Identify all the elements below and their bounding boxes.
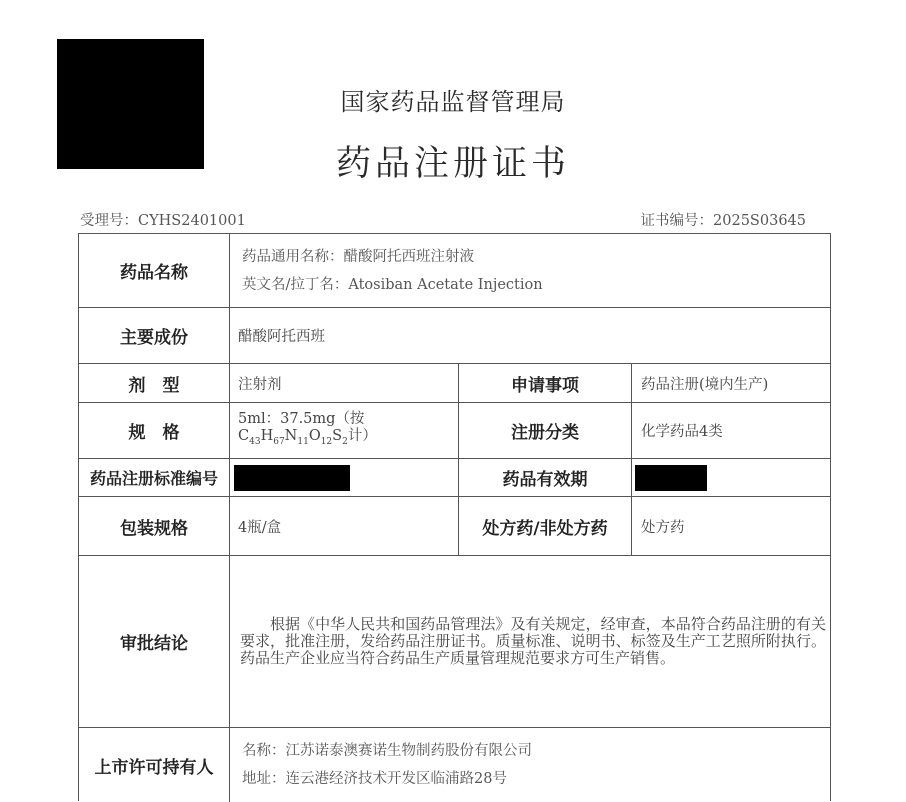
application-label: 申请事项: [459, 364, 632, 402]
holder-label: 上市许可持有人: [79, 728, 230, 802]
table-row-packaging: [79, 497, 830, 556]
generic-name: 药品通用名称：醋酸阿托西班注射液: [242, 248, 474, 265]
holder-address: 地址：连云港经济技术开发区临浦路28号: [242, 771, 507, 787]
table-row-standard-number: [79, 459, 830, 497]
redacted-validity: [635, 465, 707, 491]
dosage-form-label: 剂 型: [79, 364, 230, 402]
certificate-number: 证书编号：2025S03645: [640, 213, 806, 229]
ingredient-value: 醋酸阿托西班: [238, 329, 325, 345]
table-row-ingredient: [79, 308, 830, 364]
spec-value: [230, 403, 459, 458]
category-label: 注册分类: [459, 403, 632, 458]
holder-values: [230, 728, 830, 802]
conclusion-text: 根据《中华人民共和国药品管理法》及有关规定，经审查，本品符合药品注册的有关要求，批准注册，发给药品注册证书。质量标准、说明书、标签及生产工艺照所附执行。药品生产企业应当符合药品生产质量管理规范要求方可生产销售。: [240, 615, 826, 667]
rx-value: 处方药: [641, 519, 685, 536]
drug-name-values: [230, 234, 830, 307]
ingredient-label: 主要成份: [79, 308, 230, 363]
conclusion-text-cell: [230, 556, 830, 727]
dosage-form-value: 注射剂: [230, 364, 459, 402]
spec-line-2: $C_{43}H_{67}N_{11}O_{12}S_2$计）: [238, 427, 377, 447]
category-value: 化学药品4类: [641, 424, 723, 440]
receipt-number: 受理号：CYHS2401001: [80, 213, 246, 229]
package-label: 包装规格: [79, 497, 230, 555]
rx-label: 处方药/非处方药: [459, 497, 632, 555]
english-name: 英文名/拉丁名：Atosiban Acetate Injection: [242, 276, 543, 293]
registration-table: [78, 233, 831, 801]
table-row-drug-name: [79, 234, 830, 308]
certificate-title: 药品注册证书: [335, 144, 570, 184]
holder-name: 名称：江苏诺泰澳赛诺生物制药股份有限公司: [242, 743, 532, 759]
table-row-dosage-form: [79, 364, 830, 403]
table-row-holder: [79, 728, 830, 802]
spec-line-1: 5ml：37.5mg（按: [238, 410, 365, 427]
conclusion-label: 审批结论: [79, 556, 230, 727]
standard-number-label: 药品注册标准编号: [79, 459, 230, 496]
validity-value: [632, 459, 830, 496]
package-value: 4瓶/盒: [230, 497, 459, 555]
drug-name-label: 药品名称: [79, 234, 230, 307]
redacted-standard-number: [234, 465, 350, 491]
table-row-specification: [79, 403, 830, 459]
spec-label: 规 格: [79, 403, 230, 458]
agency-name: 国家药品监督管理局: [340, 88, 566, 116]
standard-number-value: [230, 459, 459, 496]
table-row-conclusion: [79, 556, 830, 728]
application-value: 药品注册(境内生产): [641, 376, 769, 393]
validity-label: 药品有效期: [459, 459, 632, 496]
